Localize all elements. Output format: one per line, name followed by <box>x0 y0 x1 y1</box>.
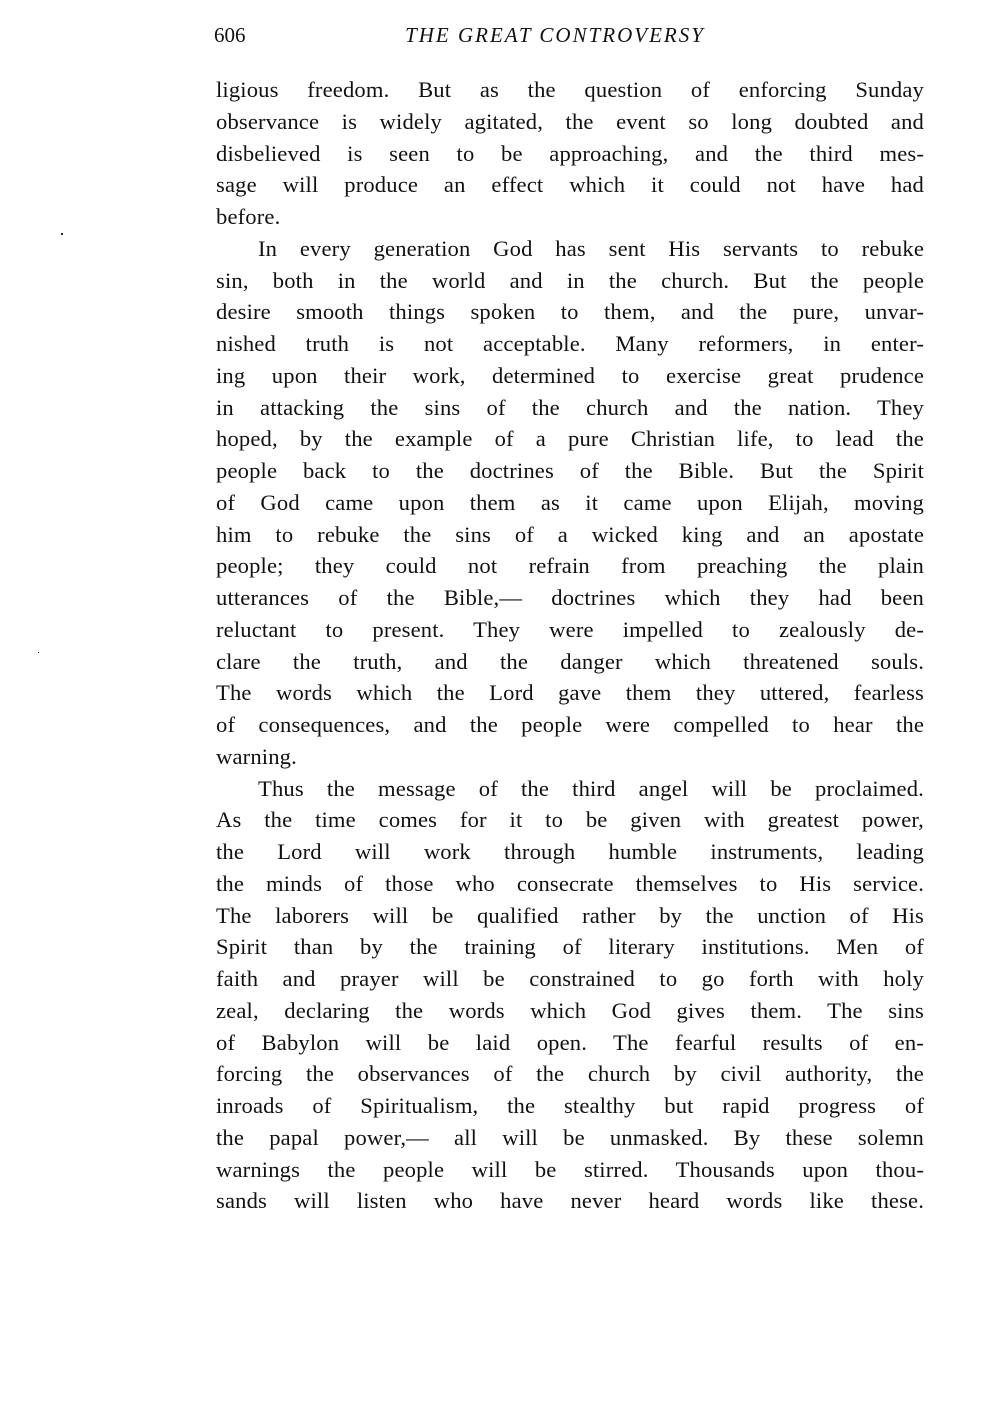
paragraph-1 <box>216 74 924 233</box>
text-line: utterances of the Bible,— doctrines which they had been <box>216 585 924 610</box>
text-line: the papal power,— all will be unmasked. By these solemn <box>216 1124 924 1150</box>
text-line: faith and prayer will be constrained to go forth with holy <box>216 966 924 991</box>
text-line: observance is widely agitated, the event so long doubted and <box>216 108 924 134</box>
text-line: nished truth is not acceptable. Many reformers, in enter- <box>216 331 924 356</box>
text-line: hoped, by the example of a pure Christian life, to lead the <box>216 426 924 452</box>
page-number: 606 <box>214 23 246 47</box>
text-line: ing upon their work, determined to exercise great prudence <box>216 362 924 388</box>
text-line: reluctant to present. They were impelled to zealously de- <box>216 616 924 642</box>
text-line: before. <box>216 204 281 229</box>
paragraph-2 <box>216 233 924 773</box>
paragraph-3 <box>216 773 924 1218</box>
scan-speck <box>38 652 39 653</box>
text-line: sin, both in the world and in the church. But the people <box>216 267 924 293</box>
text-line: forcing the observances of the church by civil authority, the <box>216 1061 924 1087</box>
scan-speck <box>61 233 63 235</box>
text-line: of God came upon them as it came upon Elijah, moving <box>216 489 924 515</box>
text-line: zeal, declaring the words which God gives them. The sins <box>216 997 924 1023</box>
text-line: warnings the people will be stirred. Thousands upon thou- <box>216 1156 924 1182</box>
text-line: of consequences, and the people were compelled to hear the <box>216 712 924 737</box>
text-line: of Babylon will be laid open. The fearful results of en- <box>216 1029 924 1055</box>
running-title: THE GREAT CONTROVERSY <box>405 23 705 47</box>
text-line: sands will listen who have never heard words like these. <box>216 1188 924 1214</box>
running-header <box>216 18 924 52</box>
body-text <box>216 74 924 1217</box>
text-line: ligious freedom. But as the question of enforcing Sunday <box>216 77 924 102</box>
text-line: The laborers will be qualified rather by the unction of His <box>216 902 924 928</box>
text-line: him to rebuke the sins of a wicked king and an apostate <box>216 521 924 547</box>
text-line: inroads of Spiritualism, the stealthy but rapid progress of <box>216 1093 924 1118</box>
text-line: clare the truth, and the danger which threatened souls. <box>216 648 924 674</box>
text-line: people back to the doctrines of the Bible. But the Spirit <box>216 458 924 483</box>
text-line: The words which the Lord gave them they uttered, fearless <box>216 680 924 706</box>
text-line: the minds of those who consecrate themselves to His service. <box>216 870 924 896</box>
book-page <box>216 18 924 1217</box>
text-line: people; they could not refrain from preaching the plain <box>216 553 924 579</box>
text-line: As the time comes for it to be given with greatest power, <box>216 807 924 833</box>
text-line: sage will produce an effect which it could not have had <box>216 172 924 198</box>
text-line: in attacking the sins of the church and the nation. They <box>216 394 924 420</box>
text-line: In every generation God has sent His servants to rebuke <box>258 235 924 261</box>
text-line: Thus the message of the third angel will be proclaimed. <box>258 775 924 801</box>
text-line: desire smooth things spoken to them, and the pure, unvar- <box>216 299 924 325</box>
text-line: warning. <box>216 743 297 769</box>
text-line: Spirit than by the training of literary institutions. Men of <box>216 934 924 960</box>
text-line: the Lord will work through humble instruments, leading <box>216 839 924 864</box>
text-line: disbelieved is seen to be approaching, and the third mes- <box>216 140 924 166</box>
